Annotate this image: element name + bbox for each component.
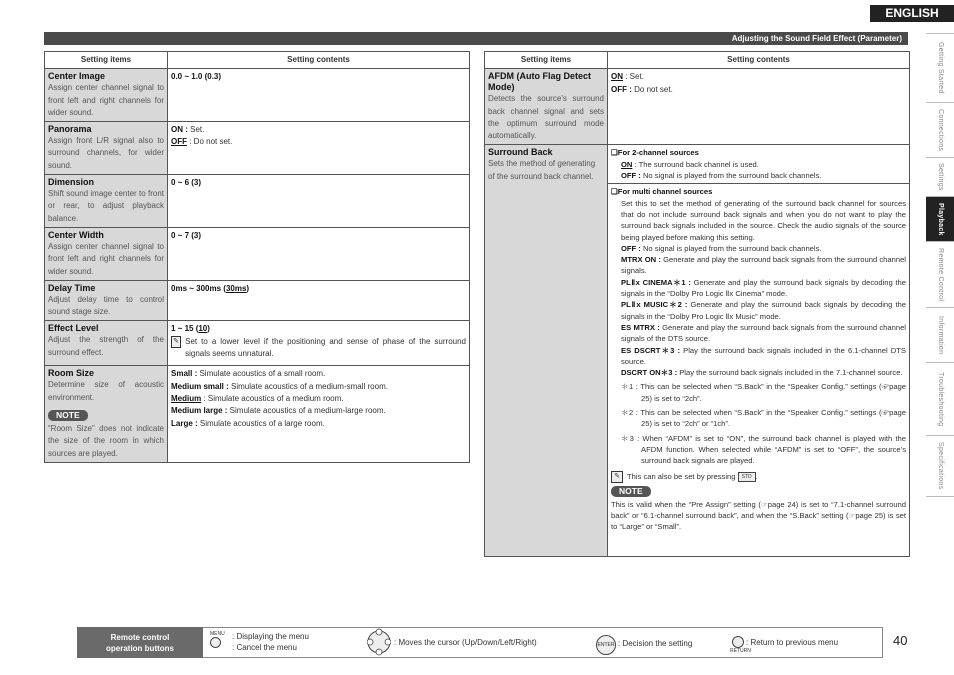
- mode-text: Generate and play the surround back signals by decoding the signals in the “Dolby Pro Logic Ⅱx Cinema” mode.: [621, 277, 906, 299]
- off-text: No signal is played from the surround back channels.: [640, 171, 822, 181]
- on-text: : Set.: [623, 72, 644, 82]
- mode-text: Generate and play the surround back signals by decoding the signals in the “Dolby Pro Logic Ⅱx Music” mode.: [621, 300, 906, 321]
- item-desc: Shift sound image center to front or rear, to adjust playback balance.: [48, 189, 164, 223]
- on-label: ON: [611, 72, 623, 82]
- range-post: ): [207, 324, 210, 334]
- enter-text: : Decision the setting: [618, 639, 693, 648]
- option-label: Medium small :: [171, 381, 229, 391]
- item-name: Surround Back: [488, 147, 553, 158]
- menu-text-1: : Displaying the menu: [232, 632, 309, 641]
- item-name: Panorama: [48, 124, 92, 135]
- mode-label: DSCRT ON＊3 :: [621, 368, 678, 378]
- menu-button-icon: [210, 631, 225, 650]
- col-header-items: Setting items: [45, 52, 168, 69]
- mode-text: Generate and play the surround back signals from the surround channel signals.: [621, 255, 906, 276]
- item-range: 0 ~ 6 (3): [171, 178, 202, 188]
- return-key-label: RETURN: [730, 648, 751, 654]
- on-label: ON :: [171, 125, 188, 135]
- col-header-contents: Setting contents: [608, 52, 910, 69]
- table-row: [45, 227, 470, 280]
- option-text: Simulate acoustics of a large room.: [197, 418, 325, 428]
- item-desc: Determine size of acoustic environment.: [48, 380, 164, 402]
- enter-button-icon: ENTER: [596, 635, 616, 655]
- cursor-pad-icon: [367, 628, 391, 656]
- table-row: [45, 321, 470, 366]
- label-line-1: Remote control: [110, 633, 170, 642]
- multi-intro: Set this to set the method of generating of the surround back channel for sources that do not include surround back signals and when you do not want to play the surround back signals included in the source. Check the audio signals of the source being played before making this setting.: [621, 198, 906, 242]
- mode-text: Generate and play the surround back signals from the surround channel signals of the DTS source.: [621, 322, 906, 344]
- footnote-1: ＊1 : This can be selected when “S.Back” in the “Speaker Config.” settings (☞page 25) is set to “2ch”.: [621, 382, 906, 403]
- range-post: ): [246, 283, 250, 293]
- item-name: Center Width: [48, 229, 104, 240]
- mode-text: No signal is played from the surround back channels.: [640, 243, 822, 253]
- option-text: : Simulate acoustics of a medium room.: [201, 394, 344, 404]
- range-default: 30ms: [225, 283, 247, 293]
- on-label: ON: [621, 159, 633, 169]
- item-name: Delay Time: [48, 282, 96, 293]
- return-text: : Return to previous menu: [746, 638, 839, 647]
- on-text: : The surround back channel is used.: [632, 159, 759, 169]
- multi-ch-title: ❑For multi channel sources: [611, 187, 713, 197]
- pencil-icon: ✎: [611, 471, 623, 483]
- tab-remote-control[interactable]: Remote Control: [926, 241, 954, 307]
- menu-text-2: : Cancel the menu: [232, 643, 297, 652]
- option-label: Small :: [171, 369, 198, 379]
- mode-label: ES DSCRT＊3 :: [621, 345, 680, 355]
- tab-troubleshooting[interactable]: Troubleshooting: [926, 362, 954, 435]
- section-title-bar: Adjusting the Sound Field Effect (Parameter): [44, 32, 908, 45]
- mode-label: PLⅡx MUSIC＊2 :: [621, 300, 688, 310]
- table-row: [45, 69, 470, 122]
- footnote-3: ＊3 : When “AFDM” is set to “ON”, the surround back channel is played with the AFDM function. When selected while “AFDM” is set to “OFF”, the source’s surround back signals are played.: [621, 433, 906, 466]
- two-ch-title: ❑For 2-channel sources: [611, 148, 699, 158]
- table-row: [45, 366, 470, 462]
- language-label: ENGLISH: [870, 5, 954, 22]
- item-desc: Assign center channel signal to front left and right channels for wider sound.: [48, 83, 164, 117]
- table-row: [485, 145, 910, 557]
- item-desc: Adjust delay time to control sound stage size.: [48, 294, 164, 317]
- table-row: [45, 175, 470, 228]
- item-range: 0 ~ 7 (3): [171, 230, 202, 240]
- range-default: 10: [198, 324, 208, 334]
- page-number: 40: [893, 633, 908, 648]
- range-pre: 1 ~ 15 (: [171, 324, 199, 334]
- tab-playback[interactable]: Playback: [926, 196, 954, 241]
- hint-text: Set to a lower level if the positioning and sense of phase of the surround signals seems unnatural.: [185, 336, 466, 359]
- footnote-2: ＊2 : This can be selected when “S.Back” in the “Speaker Config.” settings (☞page 25) is set to “2ch” or “1ch”.: [621, 408, 906, 429]
- off-label: OFF :: [611, 84, 632, 94]
- on-text: Set.: [187, 125, 205, 135]
- pencil-icon: ✎: [171, 336, 181, 348]
- note-text: “Room Size” does not indicate the size of the room in which sources are played.: [48, 424, 164, 458]
- off-text: Do not set.: [631, 84, 673, 94]
- std-hint-pre: This can also be set by pressing: [627, 471, 736, 481]
- range-pre: 0ms ~ 300ms (: [171, 283, 226, 293]
- option-label: Large :: [171, 418, 198, 428]
- off-label: OFF :: [621, 171, 641, 181]
- off-text: : Do not set.: [187, 137, 233, 147]
- mode-text: Play the surround back signals included in the 7.1-channel source.: [677, 368, 903, 378]
- right-settings-table: [484, 51, 910, 557]
- side-navigation: [926, 33, 954, 497]
- left-settings-table: [44, 51, 470, 463]
- mode-label: MTRX ON :: [621, 255, 661, 265]
- mode-label: OFF :: [621, 243, 641, 253]
- table-header-row: [485, 52, 910, 69]
- std-hint-post: .: [755, 471, 758, 481]
- item-name: Dimension: [48, 177, 95, 188]
- item-desc: Detects the source’s surround back channel signal and sets the optimum surround mode automatically.: [488, 94, 604, 141]
- table-row: [45, 122, 470, 175]
- std-key-icon: STD: [738, 472, 756, 482]
- table-header-row: [45, 52, 470, 69]
- mode-label: ES MTRX :: [621, 322, 660, 332]
- option-text: Simulate acoustics of a medium-large room.: [227, 406, 386, 416]
- item-desc: Sets the method of generating of the surround back channel.: [488, 159, 596, 181]
- table-row: [485, 69, 910, 145]
- table-row: [45, 280, 470, 321]
- label-line-2: operation buttons: [106, 644, 174, 653]
- col-header-items: Setting items: [485, 52, 608, 69]
- tab-settings[interactable]: Settings: [926, 157, 954, 196]
- tab-getting-started[interactable]: Getting Started: [926, 33, 954, 102]
- mode-label: PLⅡx CINEMA＊1 :: [621, 277, 691, 287]
- option-label: Medium large :: [171, 406, 228, 416]
- cursor-text: : Moves the cursor (Up/Down/Left/Right): [394, 638, 537, 647]
- item-desc: Assign center channel signal to front left and right channels for wider sound.: [48, 241, 164, 276]
- tab-specifications[interactable]: Specifications: [926, 435, 954, 497]
- col-header-contents: Setting contents: [168, 52, 470, 69]
- item-name: Room Size: [48, 368, 95, 379]
- note-badge: NOTE: [48, 410, 88, 421]
- item-name: Center Image: [48, 71, 106, 82]
- option-text: Simulate acoustics of a small room.: [197, 369, 326, 379]
- item-name: AFDM (Auto Flag Detect Mode): [488, 71, 591, 93]
- note-badge: NOTE: [611, 486, 651, 497]
- item-desc: Assign front L/R signal also to surround channels, for wider sound.: [48, 136, 164, 170]
- tab-information[interactable]: Information: [926, 307, 954, 362]
- remote-buttons-label: [77, 627, 203, 658]
- menu-key-label: MENU: [210, 631, 225, 637]
- tab-connections[interactable]: Connections: [926, 102, 954, 157]
- item-desc: Adjust the strength of the surround effect.: [48, 335, 164, 357]
- option-label: Medium: [171, 394, 202, 404]
- item-range: 0.0 ~ 1.0 (0.3): [171, 72, 222, 82]
- note-text: This is valid when the “Pre Assign” setting (☞page 24) is set to “7.1-channel surround back” or “6.1-channel surround back”, and when the “S.Back” setting (☞page 25) is set to “Large” or “Small”.: [611, 499, 906, 532]
- item-name: Effect Level: [48, 323, 99, 334]
- mode-text: Play the surround back signals included in the 6.1-channel DTS source.: [621, 345, 906, 366]
- off-label: OFF: [171, 137, 187, 147]
- option-text: Simulate acoustics of a medium-small room.: [228, 381, 388, 391]
